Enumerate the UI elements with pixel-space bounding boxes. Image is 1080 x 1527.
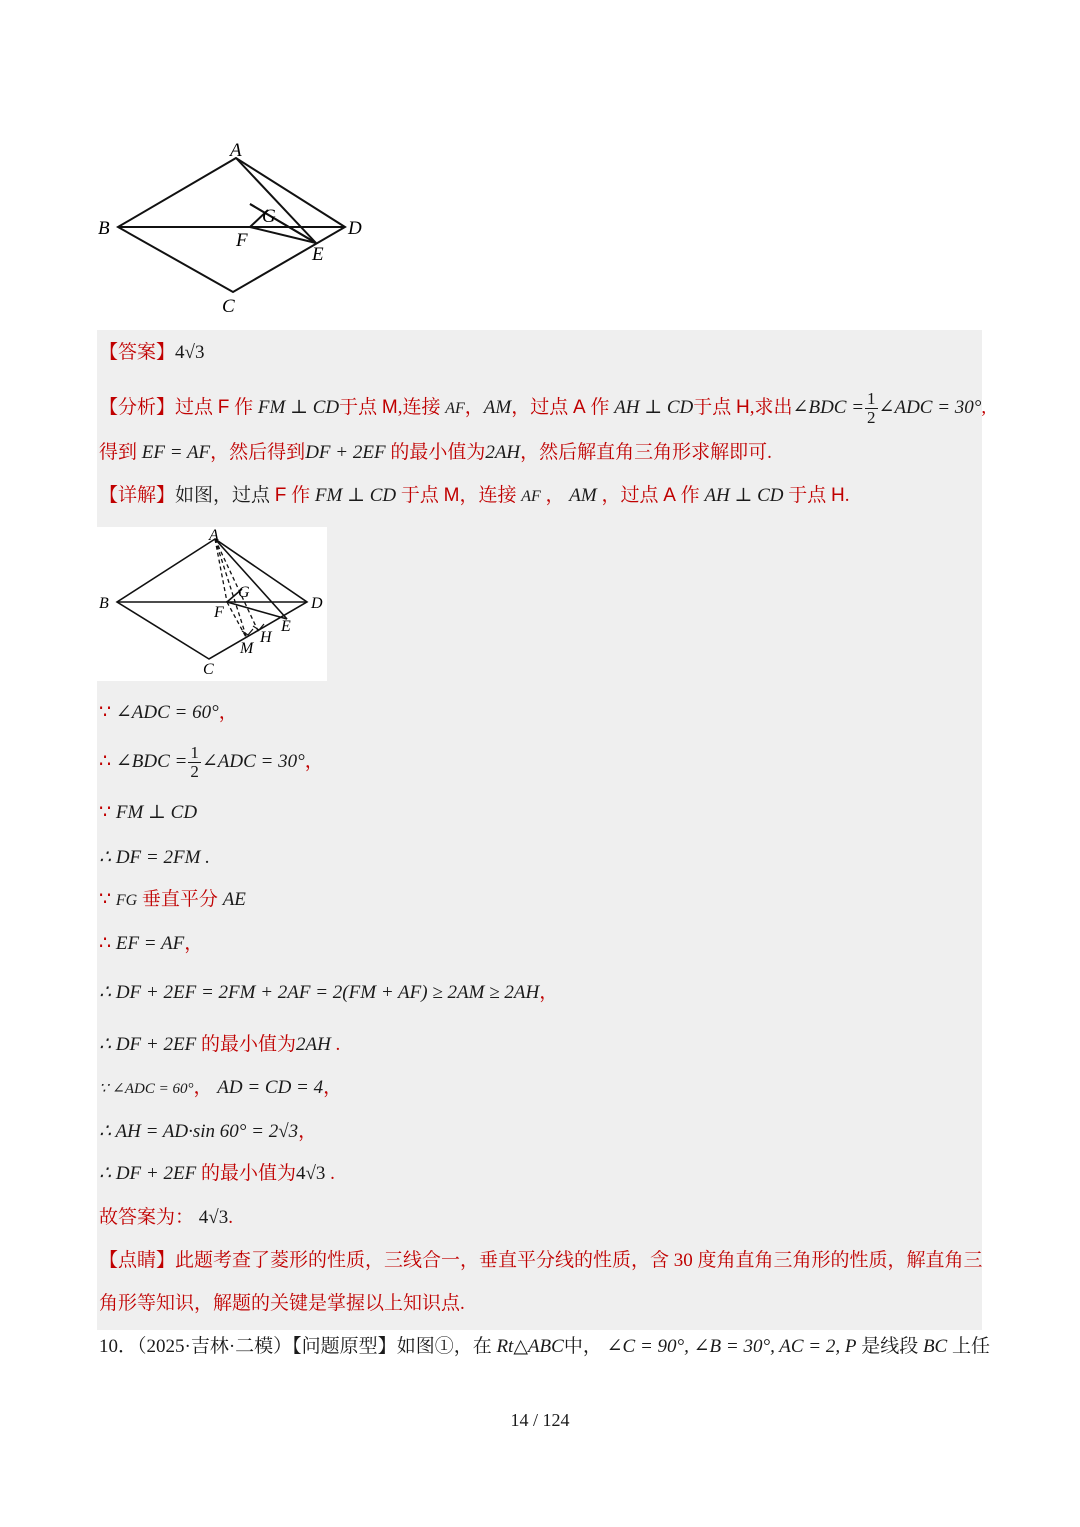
analysis-text: 过点 (175, 397, 214, 418)
step-math: ∠BDC = (115, 751, 188, 772)
analysis-point-a: A (572, 397, 586, 418)
fraction-denominator: 2 (867, 408, 876, 428)
analysis-text: ，然后得到 (210, 442, 306, 463)
step-math: FM ⊥ CD (115, 802, 198, 823)
therefore-symbol: ∴ (99, 933, 112, 954)
label-E: E (281, 618, 291, 635)
analysis-point-h: H (736, 397, 750, 418)
step-9 (99, 1075, 342, 1102)
analysis-text: ,连接 (397, 397, 441, 418)
question-math: Rt△ABC (496, 1336, 564, 1357)
analysis-math: AF (445, 400, 465, 417)
answer-value: 4√3 (175, 342, 205, 363)
step-punct: . (330, 1163, 335, 1184)
label-H: H (260, 629, 272, 646)
step-text: 故答案为： (99, 1207, 195, 1228)
step-math: ∴ AH = AD·sin 60° = 2√3 (99, 1121, 299, 1142)
label-G: G (262, 206, 276, 227)
step-8 (99, 1032, 340, 1058)
step-punct: ， (184, 933, 204, 954)
rhombus-figure-1 (90, 140, 380, 320)
step-11 (99, 1161, 335, 1187)
step-math: ∠ADC = 60° (115, 702, 219, 723)
analysis-text: ， (464, 397, 484, 418)
step-math: 2AH (295, 1034, 331, 1055)
step-1 (99, 700, 238, 726)
comment-text: 此题考查了菱形的性质，三线合一，垂直平分线的性质，含 30 度角直角三角形的性质，解直角三 (175, 1250, 983, 1271)
step-12 (99, 1205, 233, 1231)
detail-text: 如图，过点 (175, 485, 271, 506)
analysis-math: FM ⊥ CD (257, 397, 340, 418)
step-punct: ， (304, 751, 324, 772)
analysis-text: 的最小值为 (390, 442, 486, 463)
label-B: B (98, 218, 110, 239)
detail-text: ， (545, 485, 565, 506)
comment-tag: 【点睛】 (99, 1250, 176, 1271)
analysis-point-m: M (381, 397, 398, 418)
analysis-text: ，过点 (511, 397, 569, 418)
step-punct: ， (298, 1121, 318, 1142)
analysis-math: EF = AF (141, 442, 211, 463)
question-math: ∠C = 90°, ∠B = 30°, AC = 2, P (606, 1336, 857, 1357)
analysis-line-2 (99, 440, 772, 466)
analysis-math: DF + 2EF (305, 442, 386, 463)
analysis-text: ，然后解直角三角形求解即可. (520, 442, 772, 463)
detail-text: . (844, 485, 850, 506)
label-C: C (203, 661, 214, 678)
step-3 (99, 800, 197, 826)
analysis-math: 2AH (485, 442, 521, 463)
detail-point-f: F (274, 485, 287, 506)
detail-math: AH ⊥ CD (704, 485, 784, 506)
step-punct: . (335, 1034, 341, 1055)
step-text: 垂直平分 (141, 889, 218, 910)
analysis-math: AM (483, 397, 512, 418)
because-symbol: ∵ (99, 802, 112, 823)
step-punct: ， (193, 1077, 213, 1098)
analysis-point-f: F (217, 397, 230, 418)
detail-point-m: M (443, 485, 460, 506)
analysis-text: 于点 (339, 397, 378, 418)
step-math: AE (222, 889, 246, 910)
comment-line-2 (99, 1291, 465, 1317)
detail-line (99, 483, 850, 510)
step-math: ∠ADC = 30° (201, 751, 305, 772)
step-punct: . (228, 1207, 233, 1228)
step-math: AD = CD = 4 (217, 1077, 324, 1098)
question-text: 上任 (951, 1336, 990, 1357)
detail-math: FM ⊥ CD (314, 485, 397, 506)
question-number: 10． (99, 1336, 138, 1357)
label-G: G (238, 584, 250, 601)
step-2 (99, 738, 324, 786)
comment-text: 角形等知识，解题的关键是掌握以上知识点. (99, 1293, 465, 1314)
step-4: ∴ DF = 2FM . (99, 847, 210, 868)
question-source: （2025·吉林·二模） (137, 1336, 293, 1357)
question-text: 中， (563, 1336, 602, 1357)
detail-text: 作 (291, 485, 311, 506)
detail-tag: 【详解】 (99, 485, 176, 506)
answer-tag: 【答案】 (99, 342, 176, 363)
because-symbol: ∵ (99, 889, 112, 910)
fraction-half (865, 390, 878, 427)
question-math: BC (922, 1336, 948, 1357)
detail-math: AF (521, 488, 541, 505)
detail-text: 于点 (400, 485, 439, 506)
step-math: ∵ ∠ADC = 60° (99, 1081, 194, 1097)
analysis-text: 于点 (693, 397, 732, 418)
step-text: 的最小值为 (200, 1163, 296, 1184)
detail-point-h: H (831, 485, 845, 506)
analysis-text: ,求出 (749, 397, 793, 418)
step-7 (99, 980, 558, 1006)
because-symbol: ∵ (99, 702, 112, 723)
question-10 (99, 1334, 990, 1360)
analysis-math: ∠BDC = (792, 397, 865, 418)
step-math: FG (115, 892, 138, 909)
detail-text: 作 (680, 485, 700, 506)
label-A: A (209, 527, 219, 544)
step-punct: ， (323, 1077, 343, 1098)
step-6 (99, 931, 203, 957)
label-M: M (240, 640, 254, 657)
detail-text: ，连接 (459, 485, 517, 506)
analysis-math: AH ⊥ CD (614, 397, 694, 418)
step-10 (99, 1119, 317, 1145)
step-punct: ， (218, 702, 238, 723)
label-F: F (236, 230, 248, 251)
detail-text: ，过点 (601, 485, 659, 506)
analysis-math: ∠ADC = 30° (878, 397, 982, 418)
fraction-denominator: 2 (190, 762, 199, 782)
analysis-text: , (981, 397, 987, 418)
label-C: C (222, 296, 235, 317)
comment-line-1 (99, 1248, 983, 1274)
fraction-numerator: 1 (190, 743, 199, 763)
detail-text: 于点 (788, 485, 827, 506)
label-F: F (214, 604, 224, 621)
therefore-symbol: ∴ (99, 751, 112, 772)
step-math: ∴ DF + 2EF (99, 1163, 197, 1184)
analysis-text: 作 (590, 397, 610, 418)
page-number: 14 / 124 (510, 1410, 570, 1430)
step-math: ∴ DF + 2EF = 2FM + 2AF = 2(FM + AF) ≥ 2AM ≥ 2AH (99, 982, 540, 1003)
fraction-half (188, 744, 201, 781)
analysis-text: 得到 (99, 442, 138, 463)
label-D: D (311, 595, 323, 612)
analysis-tag: 【分析】 (99, 397, 176, 418)
step-math: EF = AF (115, 933, 185, 954)
step-math: ∴ DF + 2EF (99, 1034, 197, 1055)
label-A: A (230, 140, 242, 161)
detail-point-a: A (663, 485, 676, 506)
step-punct: ， (539, 982, 559, 1003)
step-math: 4√3 (198, 1207, 229, 1228)
question-text: 是线段 (861, 1336, 919, 1357)
label-D: D (348, 218, 362, 239)
analysis-line-1 (99, 388, 986, 429)
step-5 (99, 887, 246, 914)
rhombus-figure-2 (97, 527, 327, 681)
step-math: 4√3 (295, 1163, 326, 1184)
question-tag: 【问题原型】 (292, 1336, 397, 1357)
question-text: 如图①，在 (396, 1336, 492, 1357)
step-text: 的最小值为 (200, 1034, 296, 1055)
answer-line (99, 340, 204, 366)
analysis-text: 作 (234, 397, 254, 418)
label-B: B (99, 595, 109, 612)
fraction-numerator: 1 (867, 389, 876, 409)
label-E: E (312, 244, 324, 265)
detail-math: AM (569, 485, 597, 506)
